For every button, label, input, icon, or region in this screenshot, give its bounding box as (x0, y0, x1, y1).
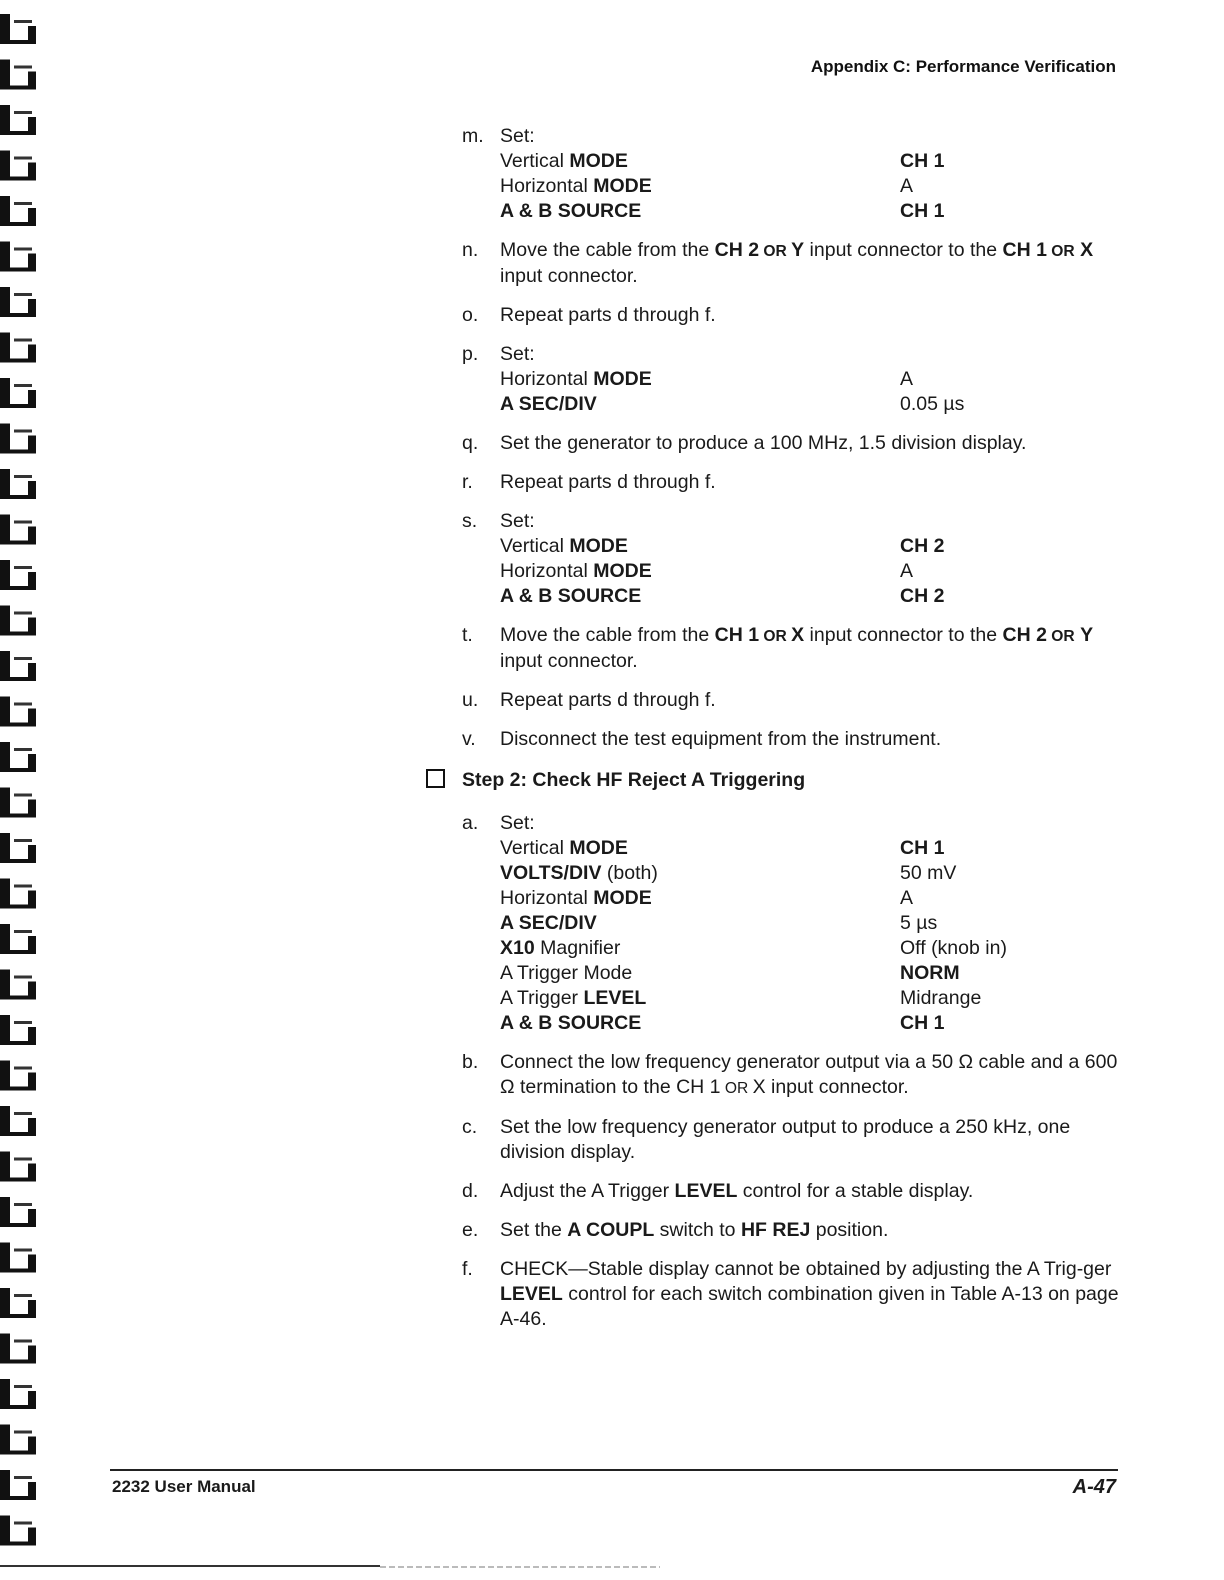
step-label: n. (462, 239, 479, 261)
text-run: Connect the low frequency generator output via a 50 Ω cable and a 600 Ω termination to the CH 1 (500, 1051, 1118, 1098)
text-run: X (791, 624, 805, 646)
text-run: OR (720, 1080, 753, 1097)
setting-name (500, 392, 900, 417)
step-body (500, 303, 1122, 328)
setting-name (500, 584, 900, 609)
setting-name-bold: MODE (593, 175, 652, 197)
step-body (500, 238, 1122, 289)
text-run: position. (810, 1219, 889, 1241)
text-run: CH 1 (714, 624, 760, 646)
setting-name (500, 961, 900, 986)
setting-name-pre: Horizontal (500, 887, 594, 909)
setting-row (500, 392, 1122, 417)
steps-m-v (462, 124, 1122, 752)
text-run: OR (1046, 243, 1075, 260)
step-text: Set: (500, 125, 535, 147)
setting-row (500, 367, 1122, 392)
step-body (500, 470, 1122, 495)
setting-row (500, 584, 1122, 609)
step-label: m. (462, 125, 484, 147)
step-item (462, 470, 1122, 495)
setting-row (500, 199, 1122, 224)
footer-rule (110, 1469, 1118, 1471)
text-run: X input connector. (752, 1076, 909, 1098)
text-run: CH 2 (714, 239, 760, 261)
step-label: v. (462, 728, 476, 750)
step-item (462, 1050, 1122, 1101)
text-run: HF REJ (740, 1219, 811, 1241)
setting-name-pre: Vertical (500, 535, 570, 557)
setting-name-bold: A SEC/DIV (500, 912, 597, 934)
setting-name (500, 986, 900, 1011)
step-item (462, 238, 1122, 289)
step-text (500, 1050, 1122, 1101)
checkbox-icon[interactable] (426, 769, 445, 788)
step-body (500, 727, 1122, 752)
text-run: OR (759, 243, 792, 260)
setting-value: 5 µs (900, 912, 938, 934)
page-header: Appendix C: Performance Verification (810, 57, 1116, 76)
text-run: input connector. (500, 265, 638, 287)
setting-value: A (900, 368, 914, 390)
step-text (500, 1218, 1122, 1243)
text-run: Move the cable from the (500, 624, 715, 646)
setting-name-pre: Vertical (500, 150, 570, 172)
step-text: Set the generator to produce a 100 MHz, 1.5 division display. (500, 432, 1027, 454)
setting-row (500, 534, 1122, 559)
page-number: A-47 (1072, 1476, 1116, 1498)
text-run: Y (1080, 624, 1094, 646)
step-text (500, 623, 1122, 674)
setting-name-post: Magnifier (534, 937, 621, 959)
text-run: LEVEL (500, 1283, 563, 1305)
setting-value: A (900, 175, 914, 197)
setting-name (500, 149, 900, 174)
step-item (462, 509, 1122, 609)
step-text: Repeat parts d through f. (500, 304, 716, 326)
step-2-title: Step 2: Check HF Reject A Triggering (462, 769, 806, 791)
step-body (500, 1179, 1122, 1204)
step-label: t. (462, 624, 473, 646)
setting-row (500, 911, 1122, 936)
step-item (462, 1179, 1122, 1204)
step-body (500, 431, 1122, 456)
step-item (462, 727, 1122, 752)
step-text: Repeat parts d through f. (500, 471, 716, 493)
step-item (462, 303, 1122, 328)
step-label: c. (462, 1116, 478, 1138)
text-run: LEVEL (674, 1180, 738, 1202)
setting-value: Off (knob in) (900, 937, 1007, 959)
text-run: input connector to the (804, 239, 1003, 261)
text-run: input connector. (500, 650, 638, 672)
step-text: Set: (500, 343, 535, 365)
step-body (500, 509, 1122, 609)
step-label: u. (462, 689, 479, 711)
step-text: Disconnect the test equipment from the instrument. (500, 728, 942, 750)
step-label: d. (462, 1180, 479, 1202)
setting-value: A (900, 560, 914, 582)
step-item (462, 623, 1122, 674)
step-body (500, 342, 1122, 417)
step-item (462, 688, 1122, 713)
step-body (500, 1257, 1122, 1332)
step-text: Set: (500, 812, 535, 834)
step-item (462, 1218, 1122, 1243)
setting-name-bold: A & B SOURCE (500, 585, 642, 607)
text-run: CHECK—Stable display cannot be obtained by adjusting the A Trig-ger (500, 1258, 1112, 1280)
step-text (500, 238, 1122, 289)
text-run: control for each switch combination given in Table A-13 on page A-46. (500, 1283, 1119, 1330)
step-body (500, 1115, 1122, 1165)
setting-name (500, 174, 900, 199)
step-item (462, 124, 1122, 224)
text-run: Move the cable from the (500, 239, 715, 261)
step-text: Set the low frequency generator output to produce a 250 kHz, one division display. (500, 1116, 1071, 1163)
setting-name-bold: MODE (569, 535, 628, 557)
procedure-content (462, 124, 1122, 1346)
setting-name-bold: LEVEL (583, 987, 647, 1009)
text-run: Adjust the A Trigger (500, 1180, 675, 1202)
page-bottom-edge (0, 1560, 700, 1572)
step-label: b. (462, 1051, 479, 1073)
setting-name-pre: Vertical (500, 837, 570, 859)
step-2-items (462, 811, 1122, 1332)
text-run: X (1080, 239, 1094, 261)
text-run: switch to (654, 1219, 741, 1241)
text-run: OR (1046, 628, 1075, 645)
setting-name-pre: Horizontal (500, 560, 594, 582)
setting-name-post: (both) (601, 862, 658, 884)
spiral-binding (0, 0, 52, 1580)
setting-name-bold: A & B SOURCE (500, 200, 642, 222)
setting-row (500, 886, 1122, 911)
step-item (462, 1115, 1122, 1165)
step-2-heading (426, 768, 1122, 793)
setting-value: CH 2 (900, 585, 945, 607)
setting-name (500, 559, 900, 584)
step-label: p. (462, 343, 479, 365)
setting-name-bold: VOLTS/DIV (500, 862, 602, 884)
setting-name-bold: MODE (569, 837, 628, 859)
setting-name-bold: MODE (593, 887, 652, 909)
setting-name-pre: A Trigger Mode (500, 962, 633, 984)
step-text: Repeat parts d through f. (500, 689, 716, 711)
setting-value: CH 2 (900, 535, 945, 557)
setting-row (500, 174, 1122, 199)
setting-row (500, 1011, 1122, 1036)
setting-name (500, 911, 900, 936)
step-text: Set: (500, 510, 535, 532)
setting-value: CH 1 (900, 837, 945, 859)
setting-row (500, 986, 1122, 1011)
text-run: input connector to the (804, 624, 1003, 646)
step-body (500, 124, 1122, 224)
setting-name (500, 534, 900, 559)
step-label: o. (462, 304, 479, 326)
step-body (500, 811, 1122, 1036)
step-body (500, 1050, 1122, 1101)
step-item (462, 1257, 1122, 1332)
text-run: CH 2 (1002, 624, 1047, 646)
setting-row (500, 836, 1122, 861)
setting-name-bold: MODE (593, 368, 652, 390)
setting-name-pre: Horizontal (500, 368, 594, 390)
step-item (462, 811, 1122, 1036)
step-label: f. (462, 1258, 473, 1280)
setting-name (500, 861, 900, 886)
setting-name (500, 936, 900, 961)
text-run: Y (791, 239, 805, 261)
setting-name-bold: MODE (593, 560, 652, 582)
text-run: control for a stable display. (737, 1180, 974, 1202)
setting-name (500, 1011, 900, 1036)
setting-value: CH 1 (900, 1012, 945, 1034)
step-label: e. (462, 1219, 479, 1241)
step-item (462, 342, 1122, 417)
setting-row (500, 936, 1122, 961)
text-run: OR (759, 628, 792, 645)
setting-value: NORM (900, 962, 960, 984)
setting-value: CH 1 (900, 150, 945, 172)
manual-title: 2232 User Manual (112, 1477, 256, 1496)
setting-row (500, 559, 1122, 584)
setting-value: Midrange (900, 987, 982, 1009)
text-run: Set the (500, 1219, 568, 1241)
text-run: A COUPL (567, 1219, 655, 1241)
setting-row (500, 149, 1122, 174)
step-body (500, 623, 1122, 674)
setting-name-bold: X10 (500, 937, 535, 959)
setting-name (500, 367, 900, 392)
step-label: s. (462, 510, 478, 532)
step-item (462, 431, 1122, 456)
setting-name (500, 836, 900, 861)
step-label: r. (462, 471, 473, 493)
setting-name-pre: A Trigger (500, 987, 584, 1009)
setting-name (500, 199, 900, 224)
setting-row (500, 861, 1122, 886)
step-text (500, 1257, 1122, 1332)
text-run: CH 1 (1002, 239, 1047, 261)
step-text (500, 1179, 1122, 1204)
step-body (500, 688, 1122, 713)
setting-value: A (900, 887, 914, 909)
setting-name-bold: A SEC/DIV (500, 393, 597, 415)
setting-value: 0.05 µs (900, 393, 965, 415)
setting-value: 50 mV (900, 862, 957, 884)
setting-name-bold: MODE (569, 150, 628, 172)
step-label: q. (462, 432, 479, 454)
setting-name (500, 886, 900, 911)
setting-row (500, 961, 1122, 986)
setting-value: CH 1 (900, 200, 945, 222)
step-body (500, 1218, 1122, 1243)
setting-name-pre: Horizontal (500, 175, 594, 197)
step-label: a. (462, 812, 479, 834)
setting-name-bold: A & B SOURCE (500, 1012, 642, 1034)
